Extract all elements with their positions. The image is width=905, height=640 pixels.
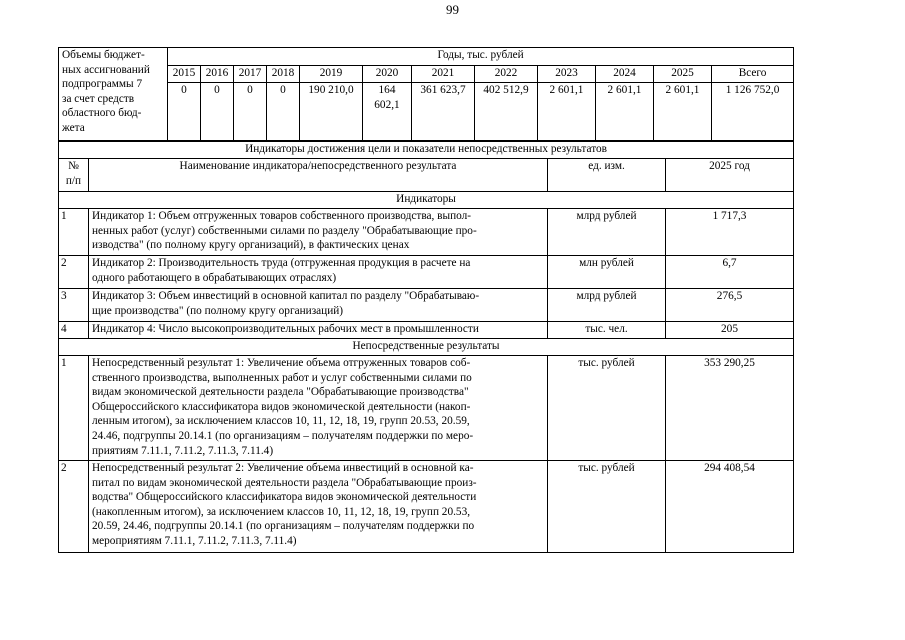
budget-label: [59, 48, 168, 141]
budget-label-line: ных ассигнований: [62, 63, 150, 76]
budget-value: 0: [267, 83, 300, 141]
year-cell: 2019: [300, 66, 363, 83]
row-unit: тыс. чел.: [548, 322, 666, 339]
year-cell: 2016: [201, 66, 234, 83]
budget-label-line: областного бюд-: [62, 107, 142, 120]
year-cell: 2021: [412, 66, 475, 83]
year-cell: 2017: [234, 66, 267, 83]
row-number: 1: [59, 356, 89, 461]
row-unit: млн рублей: [548, 256, 666, 289]
column-header-name: Наименование индикатора/непосредственного результата: [89, 159, 548, 192]
table-row: [59, 461, 794, 553]
budget-value: 0: [201, 83, 234, 141]
budget-value: 190 210,0: [300, 83, 363, 141]
budget-value: 164 602,1: [363, 83, 412, 141]
years-header: Годы, тыс. рублей: [168, 48, 794, 66]
year-cell: 2015: [168, 66, 201, 83]
row-unit: тыс. рублей: [548, 461, 666, 553]
budget-label-line: Объемы бюджет-: [62, 49, 145, 61]
budget-value: 2 601,1: [654, 83, 712, 141]
row-value: 276,5: [666, 289, 794, 322]
budget-value: 0: [234, 83, 267, 141]
budget-label-line: подпрограммы 7: [62, 78, 143, 91]
budget-value: 2 601,1: [596, 83, 654, 141]
section-indicators: Индикаторы: [59, 192, 794, 209]
row-description: Индикатор 2: Производительность труда (отгруженная продукция в расчете на одного работающего в обрабатывающих отраслях): [89, 256, 548, 289]
year-cell-total: Всего: [712, 66, 794, 83]
column-header-unit: ед. изм.: [548, 159, 666, 192]
budget-value: 361 623,7: [412, 83, 475, 141]
table-row: [59, 289, 794, 322]
year-cell: 2022: [475, 66, 538, 83]
budget-allocation-table: [58, 47, 794, 141]
row-description: Индикатор 1: Объем отгруженных товаров собственного производства, выпол- ненных работ (услуг) собственными силами по разделу "Обрабатывающие про- изводства" (по полному кругу организаций), в фактических ценах: [89, 209, 548, 256]
page-number: 99: [446, 2, 459, 17]
row-number: 2: [59, 461, 89, 553]
column-header-year: 2025 год: [666, 159, 794, 192]
indicators-table: [58, 141, 794, 553]
year-cell: 2025: [654, 66, 712, 83]
table-row: [59, 322, 794, 339]
row-unit: тыс. рублей: [548, 356, 666, 461]
section-results: Непосредственные результаты: [59, 339, 794, 356]
row-value: 1 717,3: [666, 209, 794, 256]
table-row: [59, 256, 794, 289]
budget-label-line: жета: [62, 121, 85, 134]
row-value: 353 290,25: [666, 356, 794, 461]
row-description: Индикатор 3: Объем инвестиций в основной капитал по разделу "Обрабатываю- щие производства" (по полному кругу организаций): [89, 289, 548, 322]
budget-value: 2 601,1: [538, 83, 596, 141]
budget-value: 402 512,9: [475, 83, 538, 141]
budget-value-total: 1 126 752,0: [712, 83, 794, 141]
table-row: [59, 209, 794, 256]
row-number: 4: [59, 322, 89, 339]
year-cell: 2020: [363, 66, 412, 83]
row-unit: млрд рублей: [548, 289, 666, 322]
row-value: 294 408,54: [666, 461, 794, 553]
year-cell: 2023: [538, 66, 596, 83]
row-description: Непосредственный результат 2: Увеличение объема инвестиций в основной ка- питал по видам экономической деятельности раздела "Обрабатывающие произ- водства" Общероссийского классификатора видов экономической деятельности (накопленным итогом), за исключением классов 10, 11, 12, 18, 19, групп 20.53, 20.59, 24.46, подгруппы 20.14.1 (по организациям – получателям поддержки по мероприятиям 7.11.1, 7.11.2, 7.11.3, 7.11.4): [89, 461, 548, 553]
row-description: Непосредственный результат 1: Увеличение объема отгруженных товаров соб- ственного производства, выполненных работ и услуг собственными силами по видам экономической деятельности раздела "Обрабатывающие производства" Общероссийского классификатора видов экономической деятельности (накоп- ленным итогом), за исключением классов 10, 11, 12, 18, 19, групп 20.53, 20.59, 24.46, подгруппы 20.14.1 (по организациям – получателям поддержки по меро- приятиям 7.11.1, 7.11.2, 7.11.3, 7.11.4): [89, 356, 548, 461]
column-header-number: № п/п: [59, 159, 89, 192]
budget-label-line: за счет средств: [62, 92, 135, 105]
row-unit: млрд рублей: [548, 209, 666, 256]
row-description: Индикатор 4: Число высокопроизводительных рабочих мест в промышленности: [89, 322, 548, 339]
budget-value: 0: [168, 83, 201, 141]
row-number: 3: [59, 289, 89, 322]
indicators-table-title: Индикаторы достижения цели и показатели непосредственных результатов: [59, 142, 794, 159]
row-value: 205: [666, 322, 794, 339]
year-cell: 2018: [267, 66, 300, 83]
row-value: 6,7: [666, 256, 794, 289]
year-cell: 2024: [596, 66, 654, 83]
table-row: [59, 356, 794, 461]
row-number: 2: [59, 256, 89, 289]
row-number: 1: [59, 209, 89, 256]
